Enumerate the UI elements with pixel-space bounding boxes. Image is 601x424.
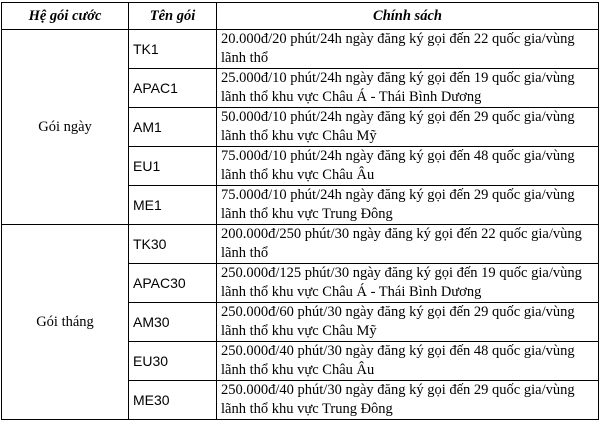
plan-name: AM1 [129,108,217,147]
plan-policy: 25.000đ/10 phút/24h ngày đăng ký gọi đến 19 quốc gia/vùng lãnh thổ khu vực Châu Á - Thái Bình Dương [217,69,599,108]
plan-name: ME1 [129,186,217,225]
plan-name: ME30 [129,381,217,420]
plan-policy: 75.000đ/10 phút/24h ngày đăng ký gọi đến 48 quốc gia/vùng lãnh thổ khu vực Châu Âu [217,147,599,186]
header-policy: Chính sách [217,3,599,30]
plan-name: TK1 [129,30,217,69]
header-name: Tên gói [129,3,217,30]
plan-policy: 75.000đ/10 phút/24h ngày đăng ký gọi đến 29 quốc gia/vùng lãnh thổ khu vực Trung Đông [217,186,599,225]
plan-policy: 250.000đ/125 phút/30 ngày đăng ký gọi đến 19 quốc gia/vùng lãnh thổ khu vực Châu Á - Thái Bình Dương [217,264,599,303]
header-group: Hệ gói cước [2,3,129,30]
plan-name: TK30 [129,225,217,264]
table-body [2,30,599,420]
plan-policy: 250.000đ/40 phút/30 ngày đăng ký gọi đến 29 quốc gia/vùng lãnh thổ khu vực Trung Đông [217,381,599,420]
table-row [2,225,599,264]
group-label-daily: Gói ngày [2,30,129,225]
plan-name: AM30 [129,303,217,342]
plan-name: EU1 [129,147,217,186]
plan-policy: 250.000đ/60 phút/30 ngày đăng ký gọi đến 29 quốc gia/vùng lãnh thổ khu vực Châu Mỹ [217,303,599,342]
plan-policy: 20.000đ/20 phút/24h ngày đăng ký gọi đến 22 quốc gia/vùng lãnh thổ [217,30,599,69]
plan-policy: 50.000đ/10 phút/24h ngày đăng ký gọi đến 29 quốc gia/vùng lãnh thổ khu vực Châu Mỹ [217,108,599,147]
plan-policy: 200.000đ/250 phút/30 ngày đăng ký gọi đến 22 quốc gia/vùng lãnh thổ [217,225,599,264]
table-row [2,30,599,69]
plan-name: APAC1 [129,69,217,108]
rate-plan-table [1,2,599,420]
group-label-monthly: Gói tháng [2,225,129,420]
table-header [2,3,599,30]
header-row [2,3,599,30]
plan-name: EU30 [129,342,217,381]
plan-policy: 250.000đ/40 phút/30 ngày đăng ký gọi đến 48 quốc gia/vùng lãnh thổ khu vực Châu Âu [217,342,599,381]
plan-name: APAC30 [129,264,217,303]
